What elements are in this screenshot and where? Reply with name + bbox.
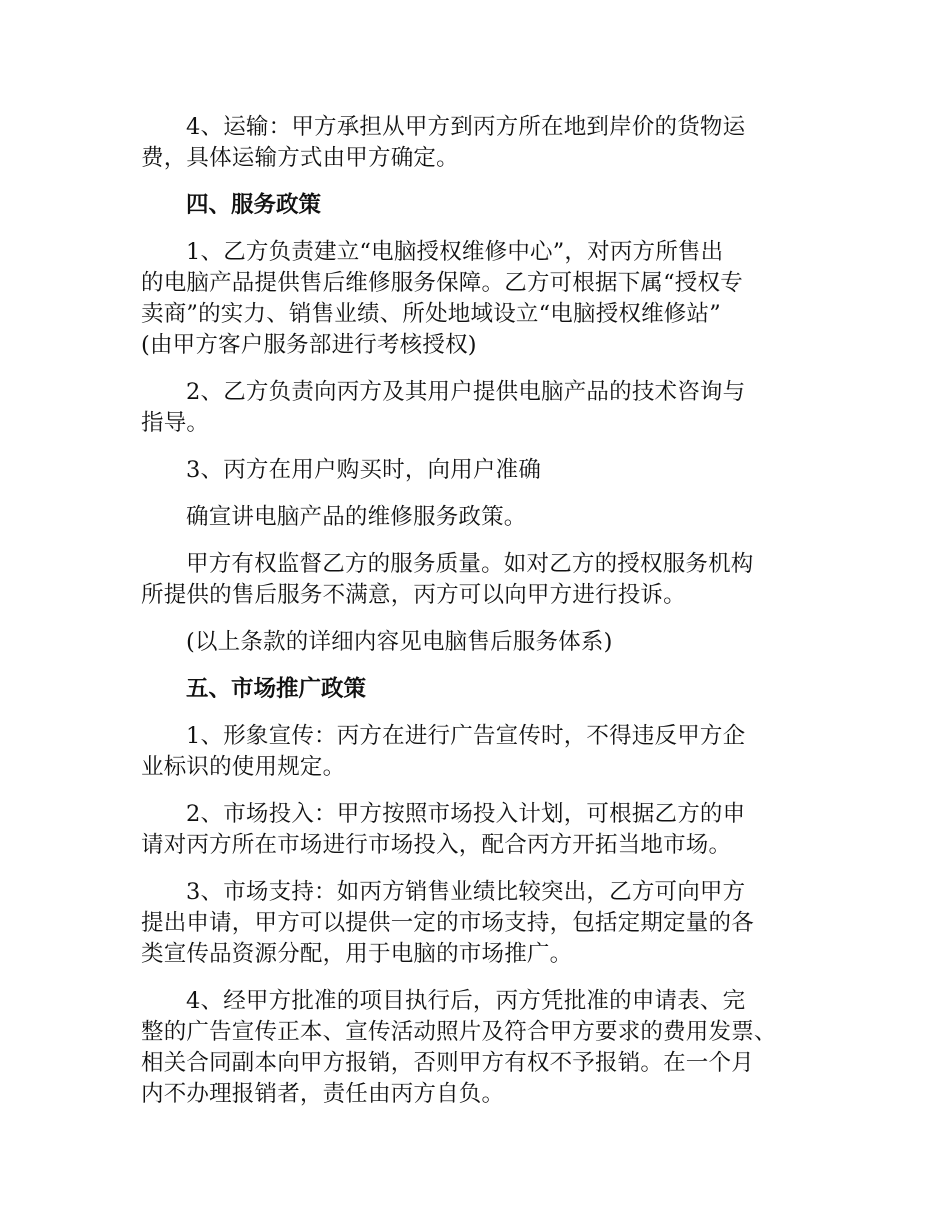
text-line: 的电脑产品提供售后维修服务保障。乙方可根据下属“授权专 bbox=[141, 270, 743, 296]
text-line: 4、经甲方批准的项目执行后，丙方凭批准的申请表、完 bbox=[186, 988, 746, 1014]
section-heading-marketing-policy: 五、市场推广政策 bbox=[186, 676, 367, 702]
paragraph-service-1 bbox=[141, 237, 831, 361]
text-line: 确宣讲电脑产品的维修服务政策。 bbox=[186, 504, 527, 530]
text-line: 内不办理报销者，责任由丙方自负。 bbox=[141, 1081, 505, 1107]
text-line: 业标识的使用规定。 bbox=[141, 754, 346, 780]
text-line: 所提供的售后服务不满意，丙方可以向甲方进行投诉。 bbox=[141, 582, 686, 608]
text-line: 1、形象宣传：丙方在进行广告宣传时，不得违反甲方企 bbox=[186, 723, 746, 749]
text-line: 3、丙方在用户购买时，向用户准确 bbox=[186, 457, 542, 483]
text-line: 提出申请，甲方可以提供一定的市场支持，包括定期定量的各 bbox=[141, 910, 754, 936]
paragraph-reference-note bbox=[141, 627, 831, 658]
paragraph-supervision bbox=[141, 549, 831, 611]
text-line: 请对丙方所在市场进行市场投入，配合丙方开拓当地市场。 bbox=[141, 832, 732, 858]
text-line: 指导。 bbox=[141, 410, 210, 436]
paragraph-service-2 bbox=[141, 377, 831, 439]
text-line: (由甲方客户服务部进行考核授权) bbox=[141, 332, 477, 358]
text-line: 类宣传品资源分配，用于电脑的市场推广。 bbox=[141, 941, 573, 967]
text-line: 卖商”的实力、销售业绩、所处地域设立“电脑授权维修站” bbox=[141, 301, 721, 327]
text-line: (以上条款的详细内容见电脑售后服务体系) bbox=[186, 629, 613, 655]
text-line: 整的广告宣传正本、宣传活动照片及符合甲方要求的费用发票、 bbox=[141, 1019, 777, 1045]
text-line: 相关合同副本向甲方报销，否则甲方有权不予报销。在一个月 bbox=[141, 1050, 754, 1076]
paragraph-service-3 bbox=[141, 455, 831, 486]
text-line: 甲方有权监督乙方的服务质量。如对乙方的授权服务机构 bbox=[186, 551, 754, 577]
text-line: 2、乙方负责向丙方及其用户提供电脑产品的技术咨询与 bbox=[186, 379, 746, 405]
paragraph-marketing-2 bbox=[141, 799, 831, 861]
document-page bbox=[141, 112, 831, 1126]
text-line: 1、乙方负责建立“电脑授权维修中心”，对丙方所售出 bbox=[186, 239, 724, 265]
paragraph-marketing-4 bbox=[141, 986, 831, 1110]
text-line: 4、运输：甲方承担从甲方到丙方所在地到岸价的货物运 bbox=[186, 114, 746, 140]
paragraph-service-3-cont bbox=[141, 502, 831, 533]
text-line: 费，具体运输方式由甲方确定。 bbox=[141, 145, 459, 171]
paragraph-marketing-3 bbox=[141, 877, 831, 970]
paragraph-marketing-1 bbox=[141, 721, 831, 783]
text-line: 3、市场支持：如丙方销售业绩比较突出，乙方可向甲方 bbox=[186, 879, 746, 905]
paragraph-transport bbox=[141, 112, 831, 174]
section-heading-service-policy: 四、服务政策 bbox=[186, 192, 322, 218]
text-line: 2、市场投入：甲方按照市场投入计划，可根据乙方的申 bbox=[186, 801, 746, 827]
